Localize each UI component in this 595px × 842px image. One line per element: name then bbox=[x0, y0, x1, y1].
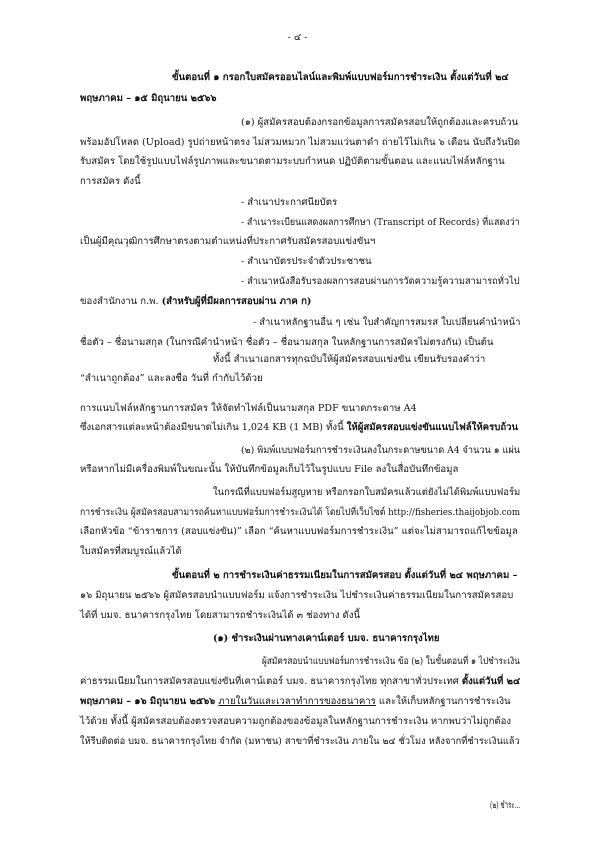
channel1-line: ให้รีบติดต่อ บมจ. ธนาคารกรุงไทย จำกัด (มหาชน) สาขาที่ชำระเงิน ภายใน ๒๔ ชั่วโมง หลังจากที่ชำระเงินแล้ว bbox=[80, 736, 520, 747]
bold-date: ตั้งแต่วันที่ ๒๔ bbox=[461, 676, 521, 687]
document-list-item: - สำเนาหนังสือรับรองผลการสอบผ่านการวัดความรู้ความสามารถทั่วไป bbox=[241, 276, 520, 287]
document-list-item: - สำเนาบัตรประจำตัวประชาชน bbox=[241, 256, 372, 267]
document-list-item-cont bbox=[80, 296, 311, 308]
step1-item2-line: การชำระเงิน ผู้สมัครสอบสามารถค้นหาแบบฟอร์มการชำระเงินได้ โดยไปที่เว็บไซต์ http://fisheries.thaijobjob.com bbox=[80, 507, 521, 518]
step1-item2-line: หรือหากไม่มีเครื่องพิมพ์ในขณะนั้น ให้บันทึกข้อมูลเก็บไว้ในรูปแบบ File ลงในสื่อบันทึกข้อมูล bbox=[80, 464, 459, 475]
text-run: ของสำนักงาน ก.พ. bbox=[80, 296, 162, 307]
note-line: “สำเนาถูกต้อง” และลงชื่อ วันที่ กำกับไว้ด้วย bbox=[80, 373, 263, 384]
bold-note: ให้ผู้สมัครสอบแข่งขันแนบไฟล์ให้ครบถ้วน bbox=[346, 422, 519, 433]
channel1-line bbox=[80, 676, 520, 688]
note-line: การแนบไฟล์หลักฐานการสมัคร ให้จัดทำไฟล์เป็นนามสกุล PDF ขนาดกระดาษ A4 bbox=[80, 403, 417, 414]
text-run: ซึ่งเอกสารแต่ละหน้าต้องมีขนาดไม่เกิน 1,024 KB (1 MB) ทั้งนี้ bbox=[80, 422, 347, 433]
document-list-item: - สำเนาหลักฐานอื่น ๆ เช่น ใบสำคัญการสมรส ใบเปลี่ยนคำนำหน้า bbox=[253, 317, 521, 328]
step2-line: ๑๖ มิถุนายน ๒๕๖๖ ผู้สมัครสอบนำแบบฟอร์ม แจ้งการชำระเงิน ไปชำระเงินค่าธรรมเนียมในการสมัครสอบ bbox=[80, 590, 514, 601]
channel1-line: ไว้ด้วย ทั้งนี้ ผู้สมัครสอบต้องตรวจสอบความถูกต้องของข้อมูลในหลักฐานการชำระเงิน หากพบว่าไม่ถูกต้อง bbox=[80, 716, 512, 727]
step1-item1-line: รับสมัคร โดยใช้รูปแบบไฟล์รูปภาพและขนาดตามระบบกำหนด ปฏิบัติตามขั้นตอน และแนบไฟล์หลักฐาน bbox=[80, 156, 505, 167]
text-run: และให้เก็บหลักฐานการชำระเงิน bbox=[375, 696, 511, 707]
continuation-marker: (๒) ชำระ... bbox=[490, 800, 521, 811]
channel1-line bbox=[80, 696, 511, 708]
step2-line: ได้ที่ บมจ. ธนาคารกรุงไทย โดยสามารถชำระเงินได้ ๓ ช่องทาง ดังนี้ bbox=[80, 610, 361, 621]
step1-item2-line: ใบสมัครที่สมบูรณ์แล้วได้ bbox=[80, 546, 182, 557]
page-number: - ๔ - bbox=[287, 32, 308, 43]
step1-title: ขั้นตอนที่ ๑ กรอกใบสมัครออนไลน์และพิมพ์แบบฟอร์มการชำระเงิน ตั้งแต่วันที่ ๒๔ bbox=[172, 72, 509, 83]
step1-item2-line: ในกรณีที่แบบฟอร์มสูญหาย หรือกรอกใบสมัครแล้วแต่ยังไม่ได้พิมพ์แบบฟอร์ม bbox=[213, 487, 521, 498]
document-list-item: - สำเนาประกาศนียบัตร bbox=[241, 197, 338, 208]
document-list-item: - สำเนาระเบียนแสดงผลการศึกษา (Transcript of Records) ที่แสดงว่า bbox=[241, 217, 520, 228]
channel1-title: (๑) ชำระเงินผ่านทางเคาน์เตอร์ บมจ. ธนาคารกรุงไทย bbox=[213, 633, 440, 644]
step1-item1-line: พร้อมอัปโหลด (Upload) รูปถ่ายหน้าตรง ไม่สวมหมวก ไม่สวมแว่นตาดำ ถ่ายไว้ไม่เกิน ๖ เดือน นับถึงวันปิด bbox=[80, 137, 521, 148]
note-line: ทั้งนี้ สำเนาเอกสารทุกฉบับให้ผู้สมัครสอบแข่งขัน เขียนรับรองคำว่า bbox=[213, 354, 486, 365]
note-line bbox=[80, 422, 518, 434]
underlined-text: ภายในวันและเวลาทำการของธนาคาร bbox=[218, 696, 376, 707]
step2-title: ขั้นตอนที่ ๒ การชำระเงินค่าธรรมเนียมในการสมัครสอบ ตั้งแต่วันที่ ๒๔ พฤษภาคม – bbox=[172, 570, 518, 581]
document-list-item-cont: ชื่อตัว – ชื่อนามสกุล (ในกรณีคำนำหน้า ชื่อตัว – ชื่อนามสกุล ในหลักฐานการสมัครไม่ตรงกัน) เป็นต้น bbox=[80, 337, 494, 348]
text-run: ค่าธรรมเนียมในการสมัครสอบแข่งขันที่เคาน์เตอร์ บมจ. ธนาคารกรุงไทย ทุกสาขาทั่วประเทศ bbox=[80, 676, 462, 687]
step1-item2-line: (๒) พิมพ์แบบฟอร์มการชำระเงินลงในกระดาษขนาด A4 จำนวน ๑ แผ่น bbox=[241, 445, 521, 456]
step1-item1-line: การสมัคร ดังนี้ bbox=[80, 176, 141, 187]
step1-title-dates: พฤษภาคม – ๑๕ มิถุนายน ๒๕๖๖ bbox=[80, 93, 217, 104]
bold-date: พฤษภาคม – ๑๖ มิถุนายน ๒๕๖๖ bbox=[80, 696, 216, 707]
bold-note: (สำหรับผู้ที่มีผลการสอบผ่าน ภาค ก) bbox=[161, 296, 312, 307]
step1-item1-line: (๑) ผู้สมัครสอบต้องกรอกข้อมูลการสมัครสอบให้ถูกต้องและครบถ้วน bbox=[241, 117, 519, 128]
document-list-item-cont: เป็นผู้มีคุณวุฒิการศึกษาตรงตามตำแหน่งที่ประกาศรับสมัครสอบแข่งขันฯ bbox=[80, 236, 376, 247]
channel1-line: ผู้สมัครสอบนำแบบฟอร์มการชำระเงิน ข้อ (๒) ในขั้นตอนที่ ๑ ไปชำระเงิน bbox=[262, 656, 520, 667]
step1-item2-line: เลือกหัวข้อ “ข้าราชการ (สอบแข่งขัน)” เลือก “ค้นหาแบบฟอร์มการชำระเงิน” แต่จะไม่สามารถแก้ไขข้อมูล bbox=[80, 526, 518, 537]
